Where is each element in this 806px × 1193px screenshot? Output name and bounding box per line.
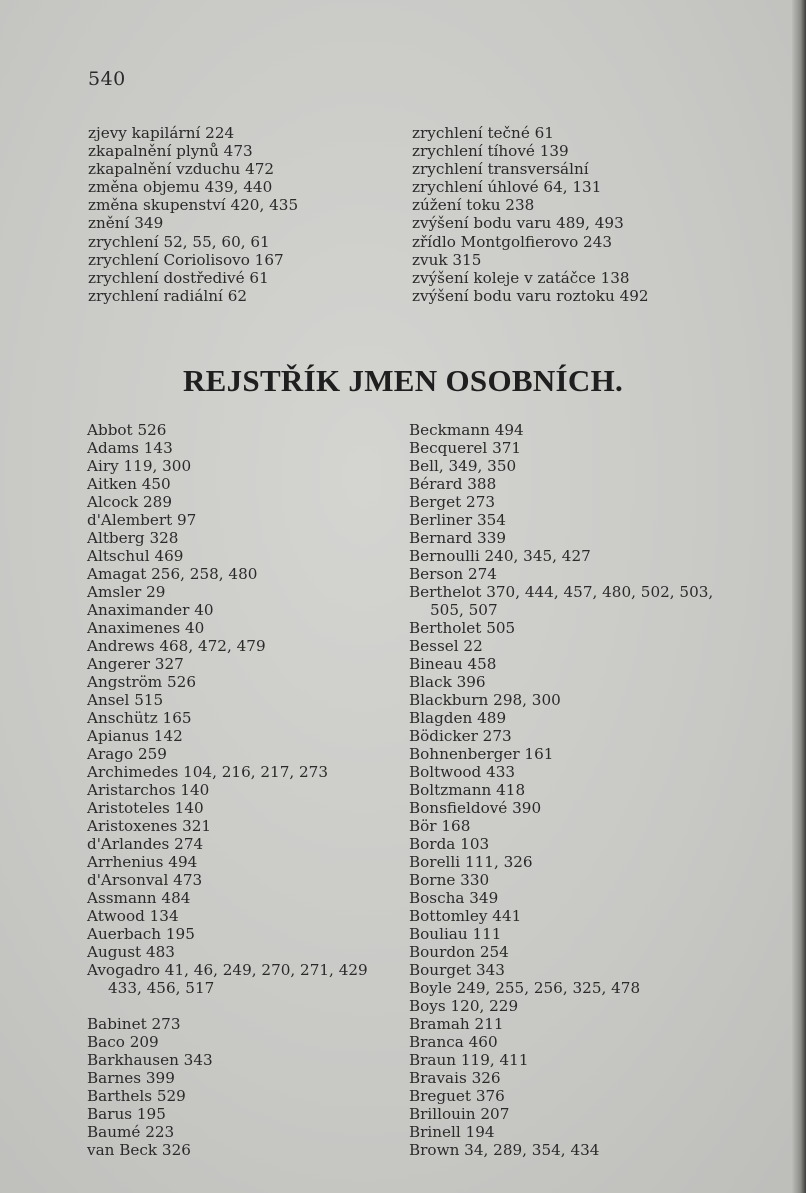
index-entry: znění 349 xyxy=(88,214,164,233)
index-entry: Borelli 111, 326 xyxy=(409,853,533,871)
index-entry: Brown 34, 289, 354, 434 xyxy=(409,1141,600,1159)
index-entry: zvýšení bodu varu roztoku 492 xyxy=(412,286,649,305)
index-entry: Berson 274 xyxy=(409,565,497,583)
index-entry: Borda 103 xyxy=(409,835,490,853)
index-entry: zrychlení dostředivé 61 xyxy=(88,268,269,287)
index-entry: Bessel 22 xyxy=(409,637,483,655)
index-entry: Auerbach 195 xyxy=(87,925,195,943)
name-index-left-column xyxy=(87,421,368,1159)
index-entry: Airy 119, 300 xyxy=(87,457,192,475)
index-entry: Berliner 354 xyxy=(409,511,506,529)
index-entry: Atwood 134 xyxy=(87,907,179,925)
index-entry: Archimedes 104, 216, 217, 273 xyxy=(87,763,329,781)
index-entry: Avogadro 41, 46, 249, 270, 271, 429 xyxy=(87,961,368,979)
index-entry: Brinell 194 xyxy=(409,1123,495,1141)
index-entry: Breguet 376 xyxy=(409,1087,505,1105)
index-entry: zvýšení bodu varu 489, 493 xyxy=(412,214,624,233)
index-entry: Boyle 249, 255, 256, 325, 478 xyxy=(409,979,641,997)
index-entry: Berget 273 xyxy=(409,493,496,511)
index-entry: Bernoulli 240, 345, 427 xyxy=(409,547,591,565)
index-entry: Branca 460 xyxy=(409,1033,498,1051)
page-number: 540 xyxy=(88,68,126,90)
index-entry: 505, 507 xyxy=(430,601,498,619)
index-entry: Becquerel 371 xyxy=(409,439,522,457)
index-entry: Amagat 256, 258, 480 xyxy=(87,565,258,583)
index-entry: zjevy kapilární 224 xyxy=(88,124,235,142)
index-entry: Boltzmann 418 xyxy=(409,781,526,799)
index-entry: Boltwood 433 xyxy=(409,763,516,781)
index-entry: Abbot 526 xyxy=(87,421,167,439)
index-entry: Blagden 489 xyxy=(409,709,507,727)
index-entry: Bottomley 441 xyxy=(409,907,522,925)
index-entry: zúžení toku 238 xyxy=(412,196,535,215)
section-heading: REJSTŘÍK JMEN OSOBNÍCH. xyxy=(182,363,624,398)
index-entry: Angerer 327 xyxy=(87,655,184,673)
index-entry: d'Arlandes 274 xyxy=(87,835,204,853)
index-entry: August 483 xyxy=(87,943,175,961)
index-entry: van Beck 326 xyxy=(87,1141,191,1159)
index-entry: Braun 119, 411 xyxy=(409,1051,529,1069)
index-entry: zkapalnění plynů 473 xyxy=(88,142,253,161)
index-entry: Aristoteles 140 xyxy=(87,799,204,817)
index-entry: Bouliau 111 xyxy=(409,925,502,943)
index-entry: Barthels 529 xyxy=(87,1087,186,1105)
index-entry: Bramah 211 xyxy=(409,1015,504,1033)
subject-index-right-column xyxy=(412,124,649,305)
index-entry: zkapalnění vzduchu 472 xyxy=(88,160,275,179)
index-entry: zrychlení úhlové 64, 131 xyxy=(412,178,602,197)
index-entry: 433, 456, 517 xyxy=(108,979,215,997)
index-entry: Bell, 349, 350 xyxy=(409,457,517,475)
index-entry: Borne 330 xyxy=(409,871,490,889)
index-entry: Bernard 339 xyxy=(409,529,507,547)
index-entry: Bertholet 505 xyxy=(409,619,516,637)
index-entry: Black 396 xyxy=(409,673,486,691)
blank-line xyxy=(87,997,368,1015)
index-entry: zrychlení transversální xyxy=(412,160,589,179)
index-entry: Bödicker 273 xyxy=(409,727,512,745)
index-entry: Barus 195 xyxy=(87,1105,166,1123)
index-entry: Babinet 273 xyxy=(87,1015,181,1033)
page-edge-shadow xyxy=(792,0,806,1193)
index-entry: Altschul 469 xyxy=(87,547,184,565)
index-entry: Barnes 399 xyxy=(87,1069,175,1087)
index-entry: Aitken 450 xyxy=(87,475,171,493)
subject-index-left-column xyxy=(88,124,298,305)
index-entry: Anaximander 40 xyxy=(87,601,214,619)
index-entry: Andrews 468, 472, 479 xyxy=(87,637,266,655)
index-entry: zrychlení tečné 61 xyxy=(412,124,554,142)
index-entry: Boscha 349 xyxy=(409,889,499,907)
index-entry: zvuk 315 xyxy=(412,250,482,269)
index-entry: Anaximenes 40 xyxy=(87,619,205,637)
index-entry: Bohnenberger 161 xyxy=(409,745,554,763)
index-entry: Brillouin 207 xyxy=(409,1105,510,1123)
index-entry: změna objemu 439, 440 xyxy=(88,178,273,197)
index-entry: Barkhausen 343 xyxy=(87,1051,213,1069)
index-entry: Blackburn 298, 300 xyxy=(409,691,561,709)
index-entry: d'Arsonval 473 xyxy=(87,871,203,889)
index-entry: Aristoxenes 321 xyxy=(87,817,212,835)
index-entry: Bör 168 xyxy=(409,817,471,835)
index-entry: zrychlení tíhové 139 xyxy=(412,142,569,161)
index-entry: Assmann 484 xyxy=(87,889,191,907)
index-entry: Bineau 458 xyxy=(409,655,497,673)
index-entry: zrychlení radiální 62 xyxy=(88,286,248,305)
index-entry: Anschütz 165 xyxy=(87,709,192,727)
index-entry: Altberg 328 xyxy=(87,529,179,547)
index-entry: Adams 143 xyxy=(87,439,173,457)
index-entry: Alcock 289 xyxy=(87,493,172,511)
index-entry: Bourget 343 xyxy=(409,961,505,979)
index-entry: Arrhenius 494 xyxy=(87,853,198,871)
index-entry: Angström 526 xyxy=(87,673,196,691)
index-entry: zrychlení 52, 55, 60, 61 xyxy=(88,232,270,251)
index-entry: Beckmann 494 xyxy=(409,421,524,439)
index-entry: Bravais 326 xyxy=(409,1069,501,1087)
index-entry: Bourdon 254 xyxy=(409,943,509,961)
index-entry: Amsler 29 xyxy=(87,583,166,601)
index-entry: Bonsfieldové 390 xyxy=(409,799,542,817)
index-entry: zvýšení koleje v zatáčce 138 xyxy=(412,268,630,287)
index-entry: Boys 120, 229 xyxy=(409,997,519,1015)
index-entry: Berthelot 370, 444, 457, 480, 502, 503, xyxy=(409,583,714,601)
index-entry: změna skupenství 420, 435 xyxy=(88,196,299,215)
index-entry: Bérard 388 xyxy=(409,475,497,493)
index-entry: Ansel 515 xyxy=(87,691,164,709)
index-entry: Arago 259 xyxy=(87,745,167,763)
index-entry: Baumé 223 xyxy=(87,1123,175,1141)
index-entry: d'Alembert 97 xyxy=(87,511,197,529)
name-index-right-column xyxy=(409,421,713,1159)
index-entry: Apianus 142 xyxy=(87,727,183,745)
index-entry: Aristarchos 140 xyxy=(87,781,210,799)
index-entry: zrychlení Coriolisovo 167 xyxy=(88,250,284,269)
index-entry: Baco 209 xyxy=(87,1033,159,1051)
index-entry: zřídlo Montgolfierovo 243 xyxy=(412,232,613,251)
